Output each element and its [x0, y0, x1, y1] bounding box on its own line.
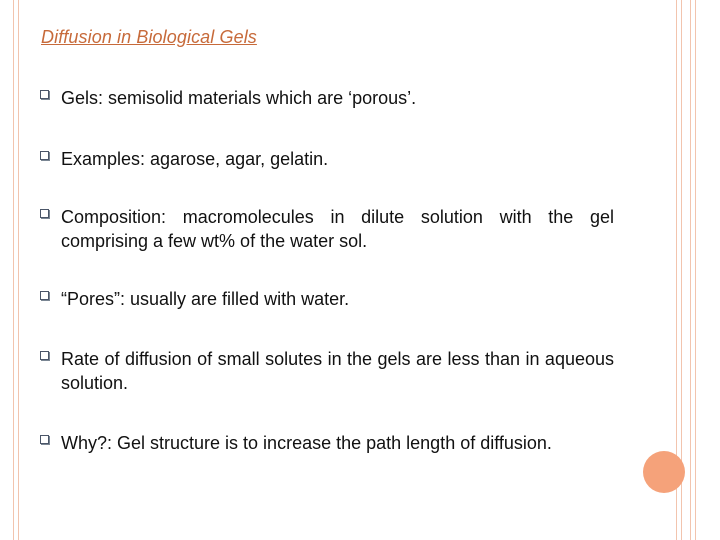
bullet-text: Examples: agarose, agar, gelatin.: [61, 149, 329, 169]
bullet-text: Composition: macromolecules in dilute solution with the gel comprising a few wt% of the water sol.: [61, 207, 614, 251]
square-bullet-icon: [40, 291, 49, 300]
frame-line-right-edge: [695, 0, 696, 540]
bullet-text: Why?: Gel structure is to increase the path length of diffusion.: [61, 433, 552, 453]
orange-circle-icon: [643, 451, 685, 493]
square-bullet-icon: [40, 435, 49, 444]
frame-line-right-far: [690, 0, 691, 540]
square-bullet-icon: [40, 151, 49, 160]
square-bullet-icon: [40, 90, 49, 99]
slide-title: Diffusion in Biological Gels: [41, 27, 257, 47]
square-bullet-icon: [40, 351, 49, 360]
bullet-text: Rate of diffusion of small solutes in the gels are less than in aqueous solution.: [61, 349, 614, 393]
frame-line-left-inner: [18, 0, 19, 540]
bullet-text: Gels: semisolid materials which are ‘porous’.: [61, 88, 417, 108]
square-bullet-icon: [40, 209, 49, 218]
frame-line-left: [13, 0, 14, 540]
bullet-text: “Pores”: usually are filled with water.: [61, 289, 350, 309]
